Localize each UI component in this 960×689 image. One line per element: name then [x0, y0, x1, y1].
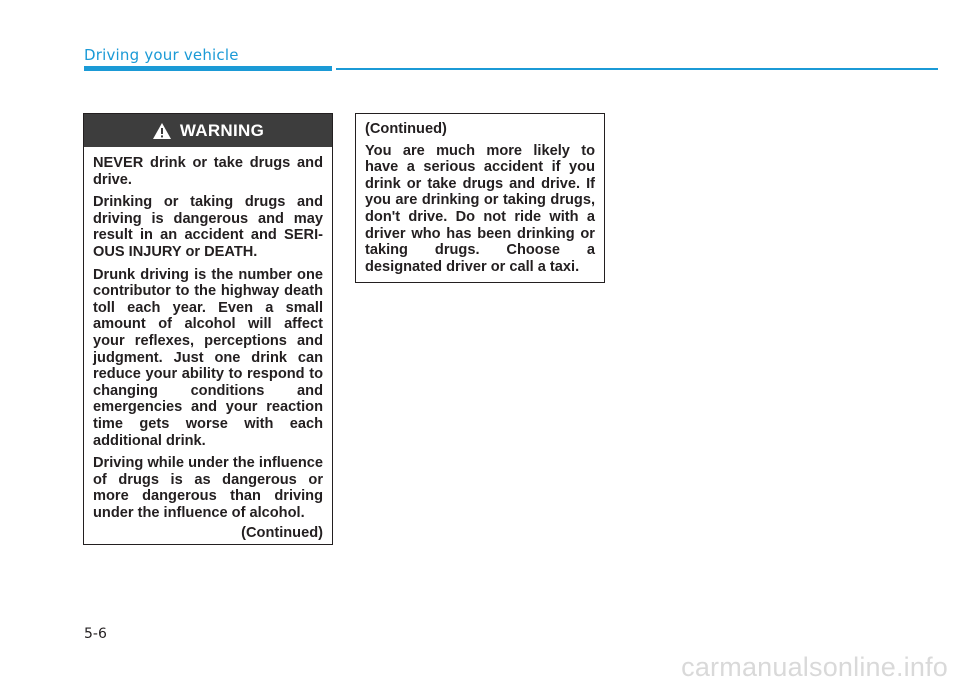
warning-body — [84, 147, 332, 542]
warning-triangle-icon — [152, 122, 172, 140]
warning-header-label: WARNING — [179, 120, 265, 140]
warning-paragraph: NEVER drink or take drugs and drive. — [93, 155, 323, 188]
warning-paragraph: Driving while under the influence of drugs is as dangerous or more dangerous than driving under the influence of alcohol. — [93, 455, 323, 521]
watermark: carmanualsonline.info — [681, 652, 948, 682]
warning-paragraph: Drinking or taking drugs and driving is dangerous and may result in an accident and SERIOUS INJURY or DEATH. — [93, 194, 323, 260]
warning-box — [83, 113, 333, 545]
continued-label: (Continued) — [241, 525, 323, 542]
header-rule-thin — [336, 68, 938, 70]
continued-heading: (Continued) — [365, 121, 447, 137]
header-rule-thick — [84, 66, 332, 71]
warning-paragraph: Drunk driving is the number one contributor to the highway death toll each year. Even a small amount of alcohol will affect your reflexes, perceptions and judgment. Just one drink can reduce your ability to respond to changing conditions and emergencies and your reaction time gets worse with each additional drink. — [93, 266, 323, 449]
page-number: 5-6 — [84, 626, 107, 642]
continued-body — [356, 114, 604, 275]
section-title: Driving your vehicle — [84, 46, 239, 64]
continued-paragraph: You are much more likely to have a serious accident if you drink or take drugs and drive. If you are drinking or taking drugs, don't drive. Do not ride with a driver who has been drinking or taking drugs. Choose a designated driver or call a taxi. — [365, 142, 595, 275]
warning-header — [84, 114, 332, 147]
continued-box — [355, 113, 605, 283]
